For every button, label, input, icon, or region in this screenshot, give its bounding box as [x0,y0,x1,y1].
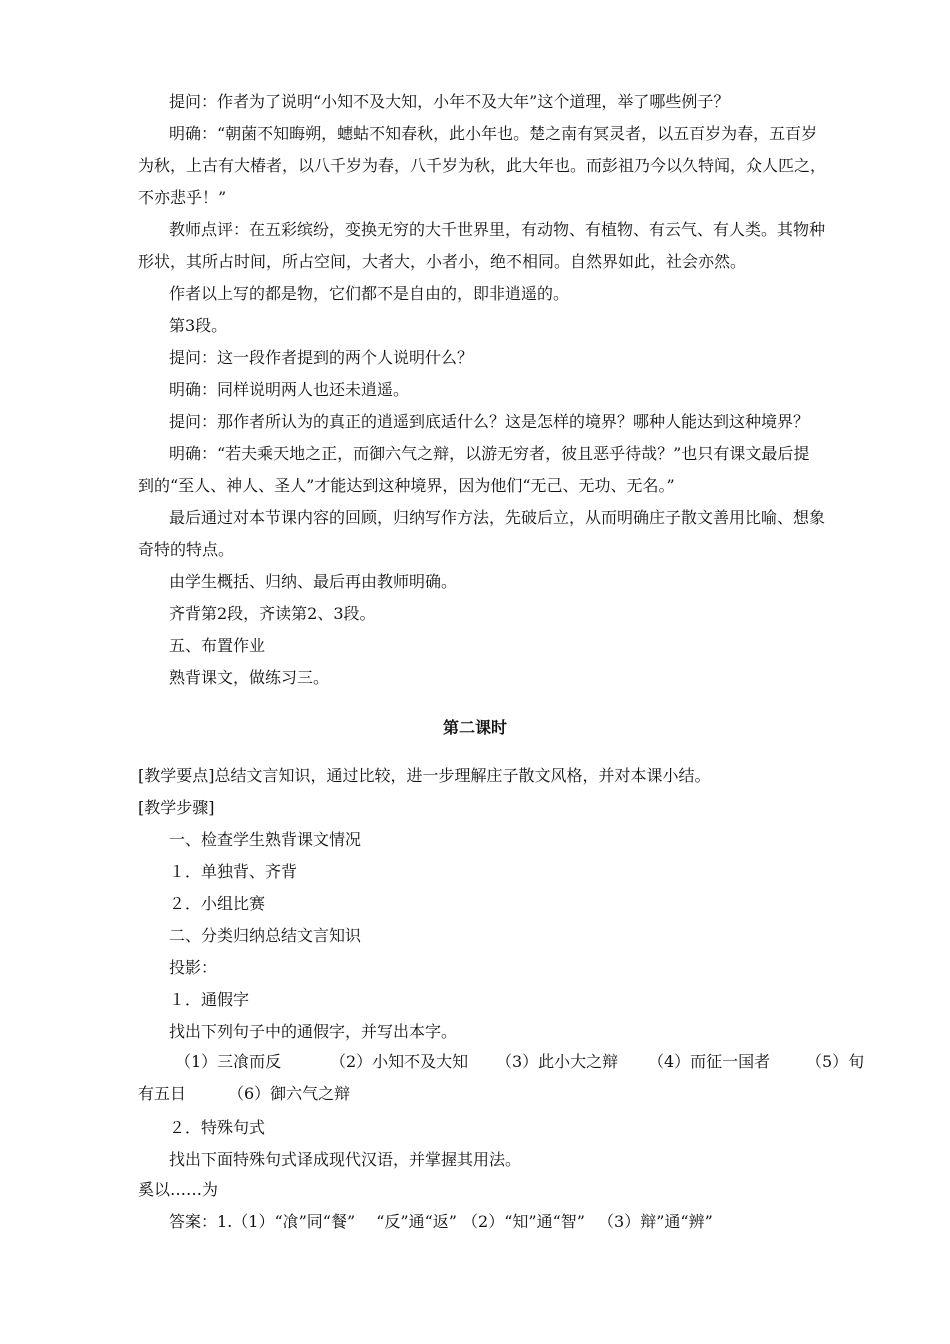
answer-paragraph-line: 明确：“若夫乘天地之正，而御六气之辩，以游无穷者，彼且恶乎待哉？”也只有课文最后提 [169,444,810,463]
list-item: １．通假字 [169,990,250,1009]
exercise-option: （3）此小大之辩 [496,1052,619,1071]
text-line: 作者以上写的都是物，它们都不是自由的，即非逍遥的。 [169,284,570,303]
section-title: 五、布置作业 [169,636,266,655]
lesson-heading: 第二课时 [442,718,507,737]
exercise-options [138,1052,865,1104]
list-item: １．单独背、齐背 [169,862,298,881]
text-line: 熟背课文，做练习三。 [169,668,330,687]
text-line: 奇特的特点。 [138,540,235,559]
teaching-points: [教学要点]总结文言知识，通过比较，进一步理解庄子散文风格，并对本课小结。 [138,766,711,785]
list-item: ２．特殊句式 [169,1118,266,1137]
exercise-option: 有五日 [138,1084,187,1103]
comment-paragraph-line: 教师点评：在五彩缤纷，变换无穷的大千世界里，有动物、有植物、有云气、有人类。其物种 [169,220,826,239]
answer-paragraph-line: 明确：同样说明两人也还未逍遥。 [169,380,410,399]
answer-paragraph-line: 明确：“朝菌不知晦朔，蟪蛄不知春秋，此小年也。楚之南有冥灵者，以五百岁为春，五百岁 [169,124,818,143]
exercise-option: （5）旬 [806,1052,865,1071]
text-line: 找出下列句子中的通假字，并写出本字。 [169,1022,458,1041]
question-paragraph: 提问：这一段作者提到的两个人说明什么？ [169,348,474,367]
text-line: 最后通过对本节课内容的回顾，归纳写作方法，先破后立，从而明确庄子散文善用比喻、想象 [169,508,826,527]
question-paragraph: 提问：作者为了说明“小知不及大知，小年不及大年”这个道理，举了哪些例子？ [169,92,730,111]
exercise-option: （1）三飡而反 [175,1052,282,1071]
exercise-option: （4）而征一国者 [648,1052,771,1071]
exercise-option: （6）御六气之辩 [228,1084,351,1103]
text-line: 投影： [169,958,218,977]
text-line: 奚以……为 [138,1180,219,1199]
teaching-steps-label: [教学步骤] [138,798,215,817]
answer-line: 答案：1.（1）“飡”同“餐” “反”通“返” （2）“知”通“智” （3）辩”通“辨” [169,1212,713,1231]
text-line: 由学生概括、归纳、最后再由教师明确。 [169,572,458,591]
step-title: 二、分类归纳总结文言知识 [169,926,362,945]
text-line: 找出下面特殊句式译成现代汉语，并掌握其用法。 [169,1150,522,1169]
exercise-option: （2）小知不及大知 [330,1052,469,1071]
question-paragraph: 提问：那作者所认为的真正的逍遥到底适什么？这是怎样的境界？哪种人能达到这种境界？ [169,412,810,431]
step-title: 一、检查学生熟背课文情况 [169,830,362,849]
text-line: 第3段。 [169,316,228,335]
answer-paragraph-line: 不亦悲乎！” [138,188,227,207]
comment-paragraph-line: 形状，其所占时间，所占空间，大者大，小者小，绝不相同。自然界如此，社会亦然。 [138,252,747,271]
answer-paragraph-line: 为秋，上古有大椿者，以八千岁为春，八千岁为秋，此大年也。而彭祖乃今以久特闻，众人匹之， [138,156,827,175]
answer-paragraph-line: 到的“至人、神人、圣人”才能达到这种境界，因为他们“无己、无功、无名。” [138,476,675,495]
text-line: 齐背第2段，齐读第2、3段。 [169,604,376,623]
list-item: ２．小组比赛 [169,894,266,913]
